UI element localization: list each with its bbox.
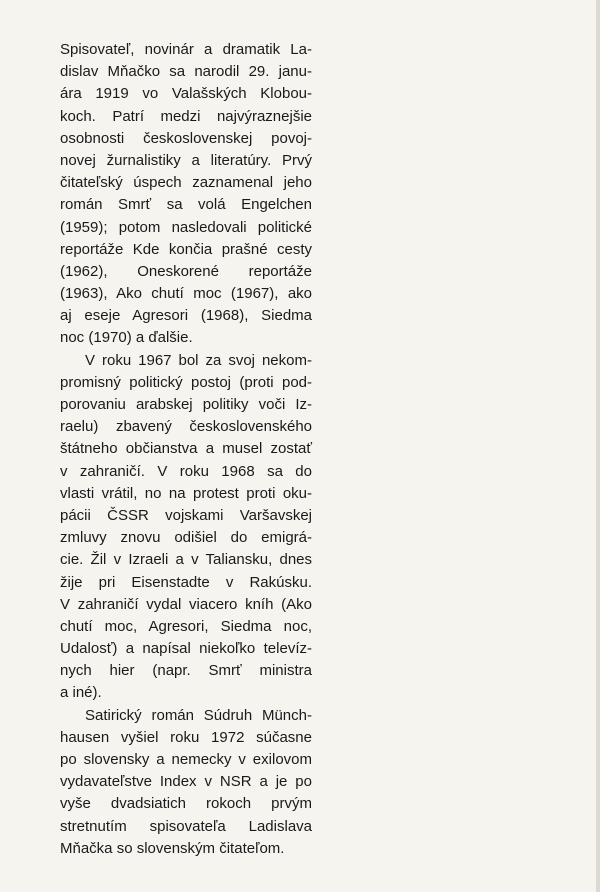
paragraph-author-intro — [60, 39, 312, 350]
text-line: čitateľský úspech zaznamenal jeho — [60, 174, 312, 192]
text-line: v zahraničí. V roku 1968 sa do — [60, 462, 312, 480]
text-line: vydavateľstve Index v NSR a je po — [60, 773, 312, 791]
text-line: a iné). — [60, 684, 102, 702]
text-line: Udalosť) a napísal niekoľko televíz- — [60, 640, 312, 658]
text-line: nych hier (napr. Smrť ministra — [60, 662, 312, 680]
text-line: chutí moc, Agresori, Siedma noc, — [60, 617, 312, 635]
page-edge-shadow — [596, 0, 600, 892]
text-line: osobnosti československej povoj- — [60, 129, 312, 147]
text-line: aj eseje Agresori (1968), Siedma — [60, 307, 312, 325]
text-line: vlasti vrátil, no na protest proti oku- — [60, 484, 312, 502]
text-line: novej žurnalistiky a literatúry. Prvý — [60, 151, 312, 169]
text-line: raelu) zbavený československého — [60, 418, 312, 436]
text-line: stretnutím spisovateľa Ladislava — [60, 817, 312, 835]
text-line: (1963), Ako chutí moc (1967), ako — [60, 285, 312, 303]
text-line: štátneho občianstva a musel zostať — [60, 440, 312, 458]
text-line: hausen vyšiel roku 1972 súčasne — [60, 728, 312, 746]
text-line: noc (1970) a ďalšie. — [60, 329, 193, 347]
text-line: (1959); potom nasledovali politické — [60, 218, 312, 236]
text-line: promisný politický postoj (proti pod- — [60, 373, 312, 391]
text-line: ára 1919 vo Valašských Klobou- — [60, 85, 312, 103]
text-line: zmluvy znovu odišiel do emigrá- — [60, 529, 312, 547]
text-line: vyše dvadsiatich rokoch prvým — [60, 795, 312, 813]
text-line: V roku 1967 bol za svoj nekom- — [85, 351, 312, 369]
paragraph-emigration — [60, 350, 312, 705]
text-line: koch. Patrí medzi najvýraznejšie — [60, 107, 312, 125]
text-line: (1962), Oneskorené reportáže — [60, 262, 312, 280]
text-line: cie. Žil v Izraeli a v Taliansku, dnes — [60, 551, 312, 569]
text-line: Spisovateľ, novinár a dramatik La- — [60, 41, 312, 58]
text-line: román Smrť sa volá Engelchen — [60, 196, 312, 214]
text-line: Satirický román Súdruh Münch- — [85, 706, 312, 724]
text-line: dislav Mňačko sa narodil 29. janu- — [60, 63, 312, 81]
text-line: pácii ČSSR vojskami Varšavskej — [60, 506, 312, 524]
text-line: porovaniu arabskej politiky voči Iz- — [60, 396, 312, 413]
author-biography — [60, 39, 312, 860]
text-line: V zahraničí vydal viacero kníh (Ako — [60, 595, 312, 613]
text-line: Mňačka so slovenským čitateľom. — [60, 839, 285, 857]
text-line: žije pri Eisenstadte v Rakúsku. — [60, 573, 312, 591]
paragraph-novel-publication — [60, 705, 312, 860]
text-line: reportáže Kde končia prašné cesty — [60, 240, 312, 258]
text-line: po slovensky a nemecky v exilovom — [60, 751, 312, 768]
